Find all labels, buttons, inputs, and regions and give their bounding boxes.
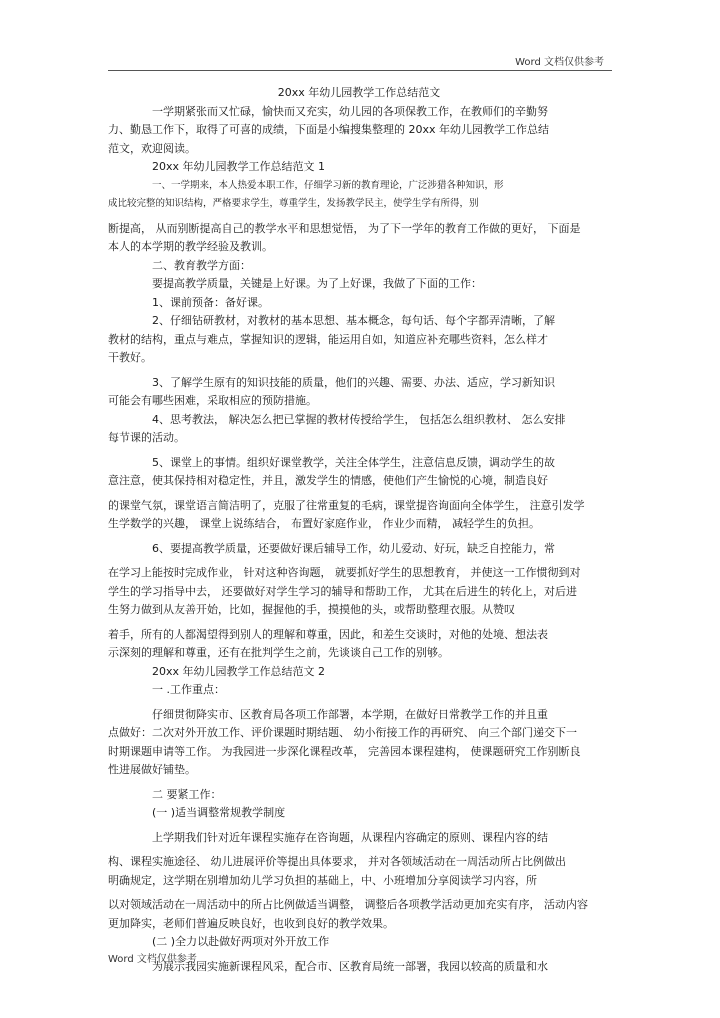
text-line: 构、课程实施途径、 幼儿进展评价等提出具体要求， 并对各领域活动在一周活动所占比例做出 <box>108 855 566 868</box>
text-line: 一、一学期来，本人热爱本职工作，仔细学习新的教育理论，广泛涉猎各种知识，形 <box>152 179 504 191</box>
text-line: 范文，欢迎阅读。 <box>108 141 196 155</box>
text-line: 学生的学习指导中去， 还要做好对学生学习的辅导和帮助工作， 尤其在后进生的转化上，对后进 <box>108 584 577 598</box>
text-line: 生努力做到从友善开始，比如，握握他的手，摸摸他的头，或帮助整理衣服。从赞叹 <box>108 603 515 616</box>
text-line: 20xx 年幼儿园教学工作总结范文 2 <box>152 664 326 678</box>
document-body <box>108 84 610 976</box>
text-line: 断提高， 从而别断提高自己的教学水平和思想觉悟， 为了下一学年的教育工作做的更好， 下面是 <box>108 221 581 235</box>
text-line: 一学期紧张而又忙碌，愉快而又充实，幼儿园的各项保教工作，在教师们的辛勤努 <box>152 104 548 118</box>
text-line: 1、课前预备：备好课。 <box>152 295 269 309</box>
text-line: 上学期我们针对近年课程实施存在咨询题，从课程内容确定的原则、课程内容的结 <box>152 830 548 844</box>
text-line: 示深刻的理解和尊重，还有在批判学生之前，先谈谈自己工作的别够。 <box>108 646 449 659</box>
text-line: 成比较完整的知识结构，严格要求学生，尊重学生，发扬教学民主，使学生学有所得，别 <box>108 198 479 209</box>
text-line: 的课堂气氛，课堂语言简洁明了，克服了往常重复的毛病，课堂提咨询面向全体学生， 注意引发学 <box>108 498 585 512</box>
text-line: 点做好：二次对外开放工作、评价课题时期结题、 幼小衔接工作的再研究、 向三个部门递交下一 <box>108 726 577 739</box>
text-line: 二、教育教学方面： <box>152 258 251 272</box>
text-line: 在学习上能按时完成作业， 针对这种咨询题， 就要抓好学生的思想教育， 并使这一工作惯彻到对 <box>108 566 581 579</box>
text-line: 明确规定，这学期在别增加幼儿学习负担的基础上，中、小班增加分享阅读学习内容，所 <box>108 873 537 887</box>
text-line: (一 )适当调整常规教学制度 <box>152 806 286 819</box>
text-line: 教材的结构，重点与难点，掌握知识的逻辑，能运用自如，知道应补充哪些资料，怎么样才 <box>108 332 548 346</box>
text-line: 更加降实，老师们普遍反映良好，也收到良好的教学效果。 <box>108 916 394 930</box>
text-line: 性进展做好铺垫。 <box>108 763 196 776</box>
text-line: 意注意，使其保持相对稳定性，并且，激发学生的情感，使他们产生愉悦的心境，制造良好 <box>108 474 548 487</box>
page-header: Word 文档仅供参考 <box>515 57 604 68</box>
text-line: 生学数学的兴趣， 课堂上说练结合， 布置好家庭作业， 作业少而精， 减轻学生的负担。 <box>108 517 540 530</box>
text-line: 时期课题申请等工作。 为我园进一步深化课程改革， 完善园本课程建构， 使课题研究工作别断良 <box>108 744 581 758</box>
header-divider <box>108 70 612 71</box>
text-line: 力、勤恳工作下，取得了可喜的成绩，下面是小编搜集整理的 20xx 年幼儿园教学工作总结 <box>108 123 550 136</box>
text-line: 每节课的活动。 <box>108 431 185 444</box>
text-line: 2、仔细钻研教材，对教材的基本思想、基本概念，每句话、每个字都弄清晰，了解 <box>152 314 555 327</box>
page-footer: Word 文档仅供参考 <box>108 954 197 965</box>
text-line: 20xx 年幼儿园教学工作总结范文 1 <box>152 160 326 173</box>
text-line: (二 )全力以赴做好两项对外开放工作 <box>152 935 330 948</box>
text-line: 要提高教学质量，关键是上好课。为了上好课，我做了下面的工作： <box>152 277 482 290</box>
text-line: 本人的本学期的教学经验及教训。 <box>108 240 273 253</box>
text-line: 可能会有哪些困难，采取相应的预防措施。 <box>108 394 317 407</box>
text-line: 3、了解学生原有的知识技能的质量，他们的兴趣、需要、办法、适应，学习新知识 <box>152 375 555 389</box>
text-line: 二 要紧工作： <box>152 787 222 801</box>
text-line: 着手，所有的人都渴望得到别人的理解和尊重，因此，和差生交谈时，对他的处境、想法表 <box>108 627 548 641</box>
paragraph-lines <box>108 103 610 977</box>
text-line: 仔细贯彻降实市、区教育局各项工作部署，本学期，在做好日常教学工作的并且重 <box>152 707 548 721</box>
text-line: 干教好。 <box>108 351 152 364</box>
text-line: 5、课堂上的事情。组织好课堂教学，关注全体学生，注意信息反馈，调动学生的故 <box>152 455 555 469</box>
text-line: 6、要提高教学质量，还要做好课后辅导工作，幼儿爱动、好玩，缺乏自控能力，常 <box>152 541 555 555</box>
text-line: 为展示我园实施新课程风采，配合市、区教育局统一部署，我园以较高的质量和水 <box>152 959 548 973</box>
text-line: 以对领域活动在一周活动中的所占比例做适当调整， 调整后各项教学活动更加充实有序， 活动内容 <box>108 898 588 911</box>
text-line: 一 .工作重点： <box>152 683 225 696</box>
text-line: 4、思考教法， 解决怎么把已掌握的教材传授给学生， 包括怎么组织教材、 怎么安排 <box>152 412 566 426</box>
document-title: 20xx 年幼儿园教学工作总结范文 <box>277 86 441 99</box>
